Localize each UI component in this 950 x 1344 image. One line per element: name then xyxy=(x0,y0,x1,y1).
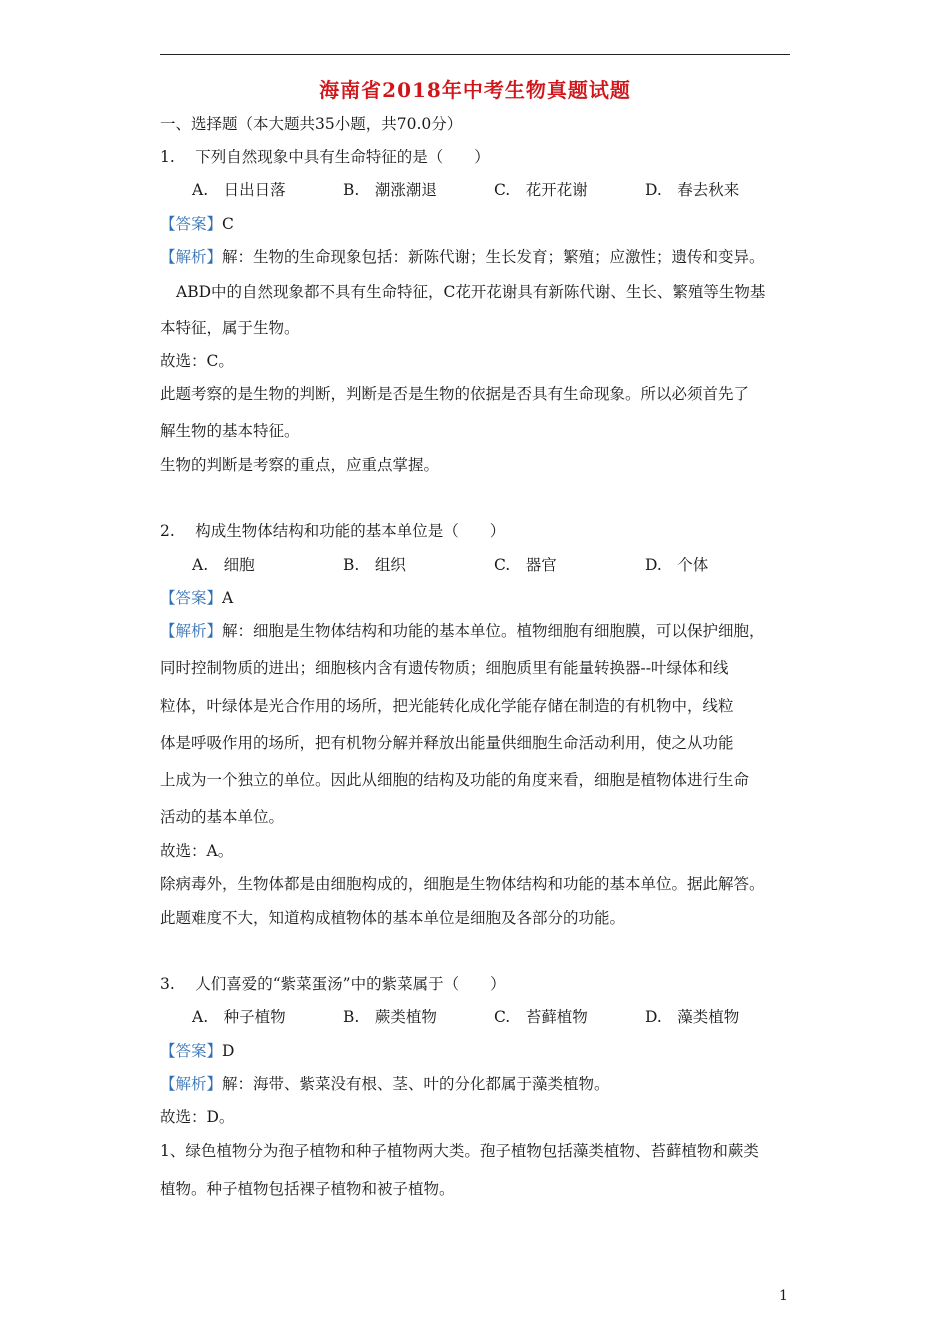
answer-value: C xyxy=(222,215,234,233)
q1-option-c: C. 花开花谢 xyxy=(494,181,588,199)
section-heading: 一、选择题（本大题共35小题，共70.0分） xyxy=(160,115,463,133)
q1-option-a: A. 日出日落 xyxy=(192,181,286,199)
q2-option-a: A. 细胞 xyxy=(192,556,255,574)
q3-analysis-line-4: 植物。种子植物包括裸子植物和被子植物。 xyxy=(160,1180,455,1198)
question-2-stem: 2. 构成生物体结构和功能的基本单位是（ ） xyxy=(160,522,506,540)
q2-analysis-line-9: 此题难度不大，知道构成植物体的基本单位是细胞及各部分的功能。 xyxy=(160,909,626,927)
analysis-text: 解：海带、紫菜没有根、茎、叶的分化都属于藻类植物。 xyxy=(222,1075,610,1093)
q2-option-c: C. 器官 xyxy=(494,556,557,574)
q2-analysis-line-8: 除病毒外，生物体都是由细胞构成的，细胞是生物体结构和功能的基本单位。据此解答。 xyxy=(160,875,765,893)
q1-analysis-line-7: 生物的判断是考察的重点，应重点掌握。 xyxy=(160,456,440,474)
analysis-tag: 【解析】 xyxy=(160,622,223,640)
q2-analysis-line-4: 体是呼吸作用的场所，把有机物分解并释放出能量供细胞生命活动利用，使之从功能 xyxy=(160,734,734,752)
q2-option-b: B. 组织 xyxy=(343,556,406,574)
q1-choice: 故选：C。 xyxy=(160,352,234,370)
top-rule xyxy=(160,54,790,55)
q2-analysis-line-3: 粒体，叶绿体是光合作用的场所，把光能转化成化学能存储在制造的有机物中，线粒 xyxy=(160,697,734,715)
q2-analysis-line-2: 同时控制物质的进出；细胞核内含有遗传物质；细胞质里有能量转换器--叶绿体和线 xyxy=(160,659,729,677)
document-title: 海南省2018年中考生物真题试题 xyxy=(319,78,631,102)
q3-choice: 故选：D。 xyxy=(160,1108,235,1126)
q2-analysis-line-6: 活动的基本单位。 xyxy=(160,808,285,826)
q2-option-d: D. 个体 xyxy=(645,556,709,574)
q1-answer xyxy=(160,214,234,234)
answer-value: A xyxy=(222,589,234,607)
q3-option-d: D. 藻类植物 xyxy=(645,1008,740,1026)
analysis-tag: 【解析】 xyxy=(160,248,223,266)
q1-analysis-line-5: 此题考察的是生物的判断，判断是否是生物的依据是否具有生命现象。所以必须首先了 xyxy=(160,385,750,403)
q3-analysis-line-1 xyxy=(160,1074,610,1094)
analysis-tag: 【解析】 xyxy=(160,1075,223,1093)
q3-option-c: C. 苔藓植物 xyxy=(494,1008,588,1026)
q1-option-b: B. 潮涨潮退 xyxy=(343,181,437,199)
q3-analysis-line-3: 1、绿色植物分为孢子植物和种子植物两大类。孢子植物包括藻类植物、苔藓植物和蕨类 xyxy=(160,1142,759,1160)
q2-answer xyxy=(160,588,233,608)
q1-option-d: D. 春去秋来 xyxy=(645,181,740,199)
answer-value: D xyxy=(222,1042,235,1060)
answer-tag: 【答案】 xyxy=(160,1042,223,1060)
q3-option-a: A. 种子植物 xyxy=(192,1008,286,1026)
q1-analysis-line-3: 本特征，属于生物。 xyxy=(160,319,300,337)
q3-option-b: B. 蕨类植物 xyxy=(343,1008,437,1026)
question-3-stem: 3. 人们喜爱的“紫菜蛋汤”中的紫菜属于（ ） xyxy=(160,975,506,993)
q3-answer xyxy=(160,1041,234,1061)
answer-tag: 【答案】 xyxy=(160,589,223,607)
question-1-stem: 1. 下列自然现象中具有生命特征的是（ ） xyxy=(160,148,490,166)
q2-analysis-line-5: 上成为一个独立的单位。因此从细胞的结构及功能的角度来看，细胞是植物体进行生命 xyxy=(160,771,750,789)
q1-analysis-line-1 xyxy=(160,247,765,267)
q1-analysis-line-6: 解生物的基本特征。 xyxy=(160,422,300,440)
page-number: 1 xyxy=(779,1288,788,1304)
q2-choice: 故选：A。 xyxy=(160,842,234,860)
answer-tag: 【答案】 xyxy=(160,215,223,233)
q1-analysis-line-2: ABD中的自然现象都不具有生命特征，C花开花谢具有新陈代谢、生长、繁殖等生物基 xyxy=(176,283,766,301)
analysis-text: 解：生物的生命现象包括：新陈代谢；生长发育；繁殖；应激性；遗传和变异。 xyxy=(222,248,765,266)
q2-analysis-line-1 xyxy=(160,621,765,641)
analysis-text: 解：细胞是生物体结构和功能的基本单位。植物细胞有细胞膜，可以保护细胞， xyxy=(222,622,765,640)
